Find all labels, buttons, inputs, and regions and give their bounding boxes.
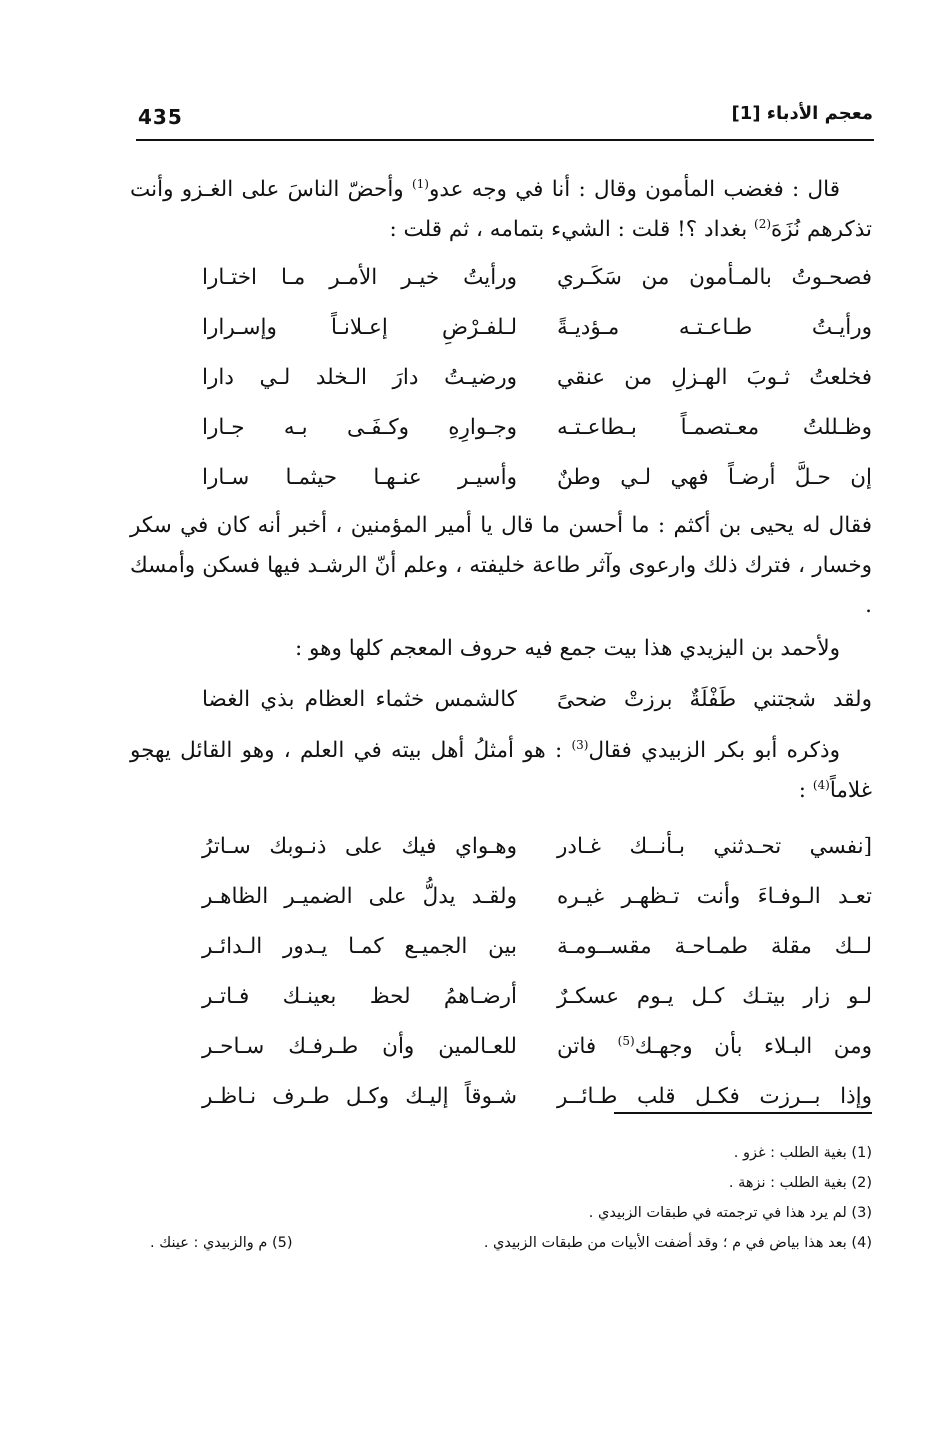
main-text: [130, 170, 872, 1125]
paragraph-text: قال : فغضب المأمون وقال : أنا في وجه عدو: [428, 177, 840, 202]
hemistich-first: تعـد الـوفـاءَ وأنت تـظهـر غيـره: [557, 883, 872, 909]
footnote-marker: (4): [812, 777, 830, 792]
hemistich-second: وجـوارِهِ وكـفَـى بـه جـارا: [202, 414, 517, 440]
verse: [130, 671, 872, 727]
verse: [130, 821, 872, 871]
hemistich-second: وهـواي فيك على ذنـوبك سـاترُ: [202, 833, 517, 859]
verse: [130, 302, 872, 352]
hemistich-first: لـو زار بيتـك كـل يـوم عسكـرٌ: [557, 983, 872, 1009]
paragraph-1: [130, 170, 872, 250]
paragraph-text: : هو أمثلُ أهل بيته في العلم ، وهو القائل يهجو غلاماً: [130, 738, 872, 803]
footnote-marker: (5): [617, 1033, 635, 1048]
hemistich-first: [557, 1034, 872, 1059]
hemistich-first: وإذا بــرزت فكـل قلب طـائــر: [557, 1083, 872, 1109]
hemistich-text: فاتن: [557, 1033, 618, 1059]
hemistich-first: إن حـلَّ أرضـاً فهي لـي وطنٌ: [557, 464, 872, 490]
verse: [130, 871, 872, 921]
hemistich-first: [نفسي تحـدثني بـأنــك غـادر: [557, 833, 872, 859]
poem-2: [130, 671, 872, 727]
footnote-1: (1) بغية الطلب : غزو .: [733, 1145, 872, 1161]
running-title: معجم الأدباء [1]: [731, 103, 873, 124]
footnotes: [150, 1138, 872, 1258]
hemistich-second: بين الجميـع كمـا يـدور الـدائـر: [202, 933, 517, 959]
paragraph-text: بغداد ؟! قلت : الشيء بتمامه ، ثم قلت :: [389, 217, 755, 242]
footnote-3: (3) لم يرد هذا في ترجمته في طبقات الزبيدي .: [588, 1205, 872, 1221]
footnote-marker: (3): [571, 737, 589, 752]
hemistich-text: ومن البـلاء بأن وجهـك: [634, 1033, 872, 1059]
paragraph-3: ولأحمد بن اليزيدي هذا بيت جمع فيه حروف المعجم كلها وهو :: [294, 636, 840, 661]
footnote-marker: (2): [754, 216, 772, 231]
page-header: [138, 103, 873, 137]
hemistich-first: فصحـوتُ بالمـأمون من سَكَـري: [557, 264, 872, 290]
hemistich-second: ورضيـتُ دارَ الـخلد لـي دارا: [202, 364, 517, 390]
hemistich-second: وأسيـر عنـهـا حيثمـا سـارا: [202, 464, 517, 490]
verse: [130, 921, 872, 971]
page-number: 435: [138, 105, 183, 129]
hemistich-second: كالشمس خثماء العظام بذي الغضا: [202, 686, 517, 712]
footnote-4: (4) بعد هذا بياض في م ؛ وقد أضفت الأبيات من طبقات الزبيدي .: [483, 1235, 872, 1251]
hemistich-first: ولقد شجتني طَفْلَةٌ برزتْ ضحىً: [557, 686, 872, 712]
footnote-5: (5) م والزبيدي : عينك .: [150, 1235, 293, 1251]
paragraph-2: فقال له يحيى بن أكثم : ما أحسن ما قال يا أمير المؤمنين ، أخبر أنه كان في سكر وخسار ، فترك ذلك وارعوى وآثر طاعة خليفته ، وعلم أنّ الرشـد فيها فسكن وأمسك .: [130, 513, 872, 618]
hemistich-second: أرضـاهمُ لحظ بعينـك فـاتـر: [202, 983, 517, 1009]
verse: [130, 1021, 872, 1071]
hemistich-first: وظـللتُ معـتصمـاً بـطاعـتـه: [557, 414, 872, 440]
verse: [130, 352, 872, 402]
verse: [130, 452, 872, 502]
hemistich-first: فخلعتُ ثـوبَ الهـزلِ من عنقي: [557, 364, 872, 390]
poem-3: [130, 821, 872, 1121]
footnote-rule: [614, 1112, 872, 1114]
hemistich-second: ولقـد يدلُّ على الضميـر الظاهـر: [202, 883, 517, 909]
hemistich-first: لــك مقلة طمـاحـة مقســومـة: [557, 933, 872, 959]
hemistich-second: شـوقاً إليـك وكـل طـرف نـاظـر: [202, 1083, 517, 1109]
verse: [130, 402, 872, 452]
hemistich-first: ورأيـتُ طـاعـتـه مـؤديـةً: [557, 314, 872, 340]
footnote-row: [150, 1228, 872, 1258]
poem-1: [130, 252, 872, 502]
header-rule: [136, 139, 874, 141]
paragraph-text: وذكره أبو بكر الزبيدي فقال: [588, 738, 840, 763]
verse: [130, 971, 872, 1021]
verse: [130, 252, 872, 302]
paragraph-text: وأحضّ الناسَ على الغـزو وأنت تذكرهم نُزَهَ: [130, 177, 872, 242]
hemistich-second: لـلفـرْضِ إعـلانـاً وإسـرارا: [202, 314, 517, 340]
footnote-2: (2) بغية الطلب : نزهة .: [728, 1175, 872, 1191]
footnote-marker: (1): [411, 176, 429, 191]
hemistich-second: للعـالمين وأن طـرفـك سـاحـر: [202, 1033, 517, 1059]
hemistich-second: ورأيتُ خيـر الأمـر مـا اختـارا: [202, 264, 517, 290]
paragraph-4: [130, 731, 872, 811]
paragraph-text: :: [798, 778, 813, 803]
